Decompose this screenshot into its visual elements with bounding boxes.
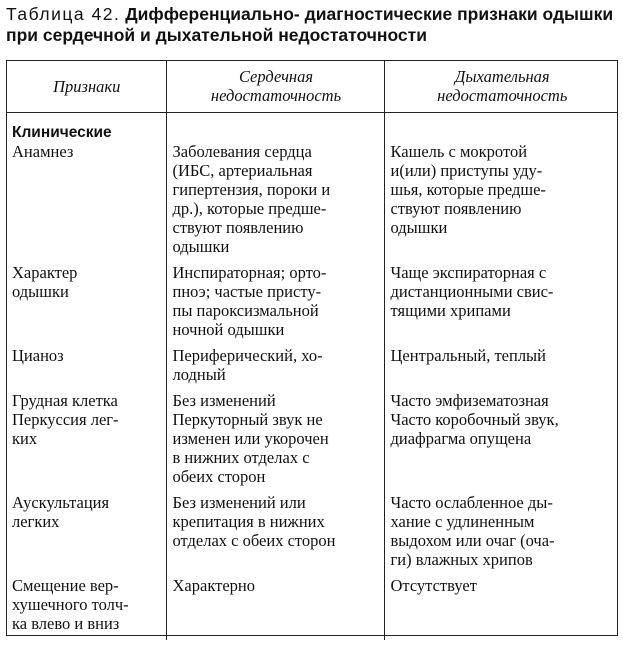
header-cardiac: Сердечная недостаточность (166, 60, 384, 113)
sign-cell: Смещение вер- хушечного толч- ка влево и вниз (6, 576, 166, 640)
table-row (6, 493, 618, 576)
header-row (6, 60, 618, 113)
table-number: Таблица 42. (6, 4, 121, 24)
table-row (6, 346, 618, 391)
table-row (6, 263, 618, 346)
cardiac-cell: Периферический, хо- лодный (166, 346, 384, 391)
respiratory-cell: Центральный, теплый (390, 346, 546, 365)
header-signs: Признаки (6, 60, 166, 113)
header-respiratory: Дыхательная недостаточность (384, 60, 618, 113)
cardiac-cell: Без изменений (166, 391, 384, 410)
cardiac-cell: Перкуторный звук не изменен или укорочен в нижних отделах с обеих сторон (166, 410, 384, 493)
cardiac-cell: Инспираторная; орто- пноэ; частые присту- пы пароксизмальной ночной одышки (166, 263, 384, 346)
sign-cell: Цианоз (6, 346, 166, 391)
table-row (6, 113, 618, 264)
sign-cell: Грудная клетка (6, 391, 166, 410)
respiratory-cell: Отсутствует (390, 576, 477, 595)
sign-cell (6, 113, 166, 264)
respiratory-cell: Часто ослабленное ды- хание с удлиненным выдохом или очаг (оча- ги) влажных хрипов (390, 493, 555, 569)
table-caption (6, 4, 618, 46)
cardiac-cell: Заболевания сердца (ИБС, артериальная гипертензия, пороки и др.), которые предше- ствуют появлению одышки (166, 113, 384, 264)
sign-cell: Перкуссия лег- ких (6, 410, 166, 493)
table-row (6, 410, 618, 493)
sign-cell: Аускультация легких (6, 493, 166, 576)
sign-text: Анамнез (12, 142, 74, 161)
table-row (6, 391, 618, 410)
diagnostic-table (6, 60, 618, 640)
table-row (6, 576, 618, 640)
sign-cell: Характер одышки (6, 263, 166, 346)
respiratory-cell: Чаще экспираторная с дистанционными свис- тящими хрипами (390, 263, 554, 320)
respiratory-cell: Кашель с мокротой и(или) приступы уду- шья, которые предше- ствуют появлению одышки (390, 142, 546, 237)
cardiac-cell: Без изменений или крепитация в нижних отделах с обеих сторон (166, 493, 384, 576)
table-title: Дифференциально- диагностические признаки одышки при сердечной и дыхательной недостаточности (6, 4, 614, 45)
group-label: Клинические (12, 124, 112, 141)
cardiac-cell: Характерно (166, 576, 384, 640)
respiratory-cell: Часто коробочный звук, диафрагма опущена (390, 410, 559, 448)
respiratory-cell: Часто эмфизематозная (390, 391, 549, 410)
